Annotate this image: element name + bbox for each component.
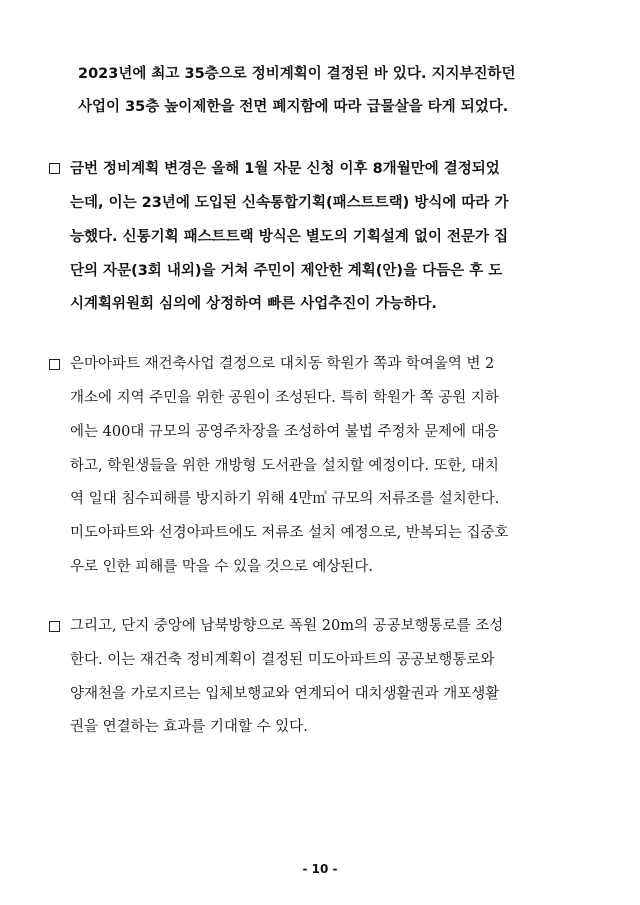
para1-line-2: 는데, 이는 23년에 도입된 신속통합기획(패스트트랙) 방식에 따라 가 xyxy=(70,195,509,211)
page-number: - 10 - xyxy=(302,862,338,876)
para2-line-6: 미도아파트와 선경아파트에도 저류조 설치 예정으로, 반복되는 집중호 xyxy=(70,525,509,541)
para2-line-7: 우로 인한 피해를 막을 수 있을 것으로 예상된다. xyxy=(70,559,374,575)
square-bullet-icon xyxy=(49,359,60,370)
para1-line-4: 단의 자문(3회 내외)을 거쳐 주민이 제안한 계획(안)을 다듬은 후 도 xyxy=(70,263,503,279)
para3-line-4: 권을 연결하는 효과를 기대할 수 있다. xyxy=(70,719,308,735)
para1-line-3: 능했다. 신통기획 패스트트랙 방식은 별도의 기획설계 없이 전문가 집 xyxy=(70,229,509,245)
para2-line-4: 하고, 학원생들을 위한 개방형 도서관을 설치할 예정이다. 또한, 대치 xyxy=(70,458,499,474)
para1-line-5: 시계획위원회 심의에 상정하여 빠른 사업추진이 가능하다. xyxy=(70,296,437,312)
para1-line-1: 금번 정비계획 변경은 올해 1월 자문 신청 이후 8개월만에 결정되었 xyxy=(70,161,500,177)
para2-line-1: 은마아파트 재건축사업 결정으로 대치동 학원가 쪽과 학여울역 변 2 xyxy=(70,356,495,372)
para2-line-3: 에는 400대 규모의 공영주차장을 조성하여 불법 주정차 문제에 대응 xyxy=(70,424,499,440)
para2-line-5: 역 일대 침수피해를 방지하기 위해 4만㎥ 규모의 저류조를 설치한다. xyxy=(70,491,500,507)
para3-line-3: 양재천을 가로지르는 입체보행교와 연계되어 대치생활권과 개포생활 xyxy=(70,686,500,702)
square-bullet-icon xyxy=(49,621,60,632)
para3-line-1: 그리고, 단지 중앙에 남북방향으로 폭원 20m의 공공보행통로를 조성 xyxy=(70,618,504,634)
para3-line-2: 한다. 이는 재건축 정비계획이 결정된 미도아파트의 공공보행통로와 xyxy=(70,652,495,668)
square-bullet-icon xyxy=(49,163,60,174)
para2-line-2: 개소에 지역 주민을 위한 공원이 조성된다. 특히 학원가 쪽 공원 지하 xyxy=(70,390,499,406)
para0-line-1: 2023년에 최고 35층으로 정비계획이 결정된 바 있다. 지지부진하던 xyxy=(78,66,516,82)
para0-line-2: 사업이 35층 높이제한을 전면 폐지함에 따라 급물살을 타게 되었다. xyxy=(78,99,509,115)
